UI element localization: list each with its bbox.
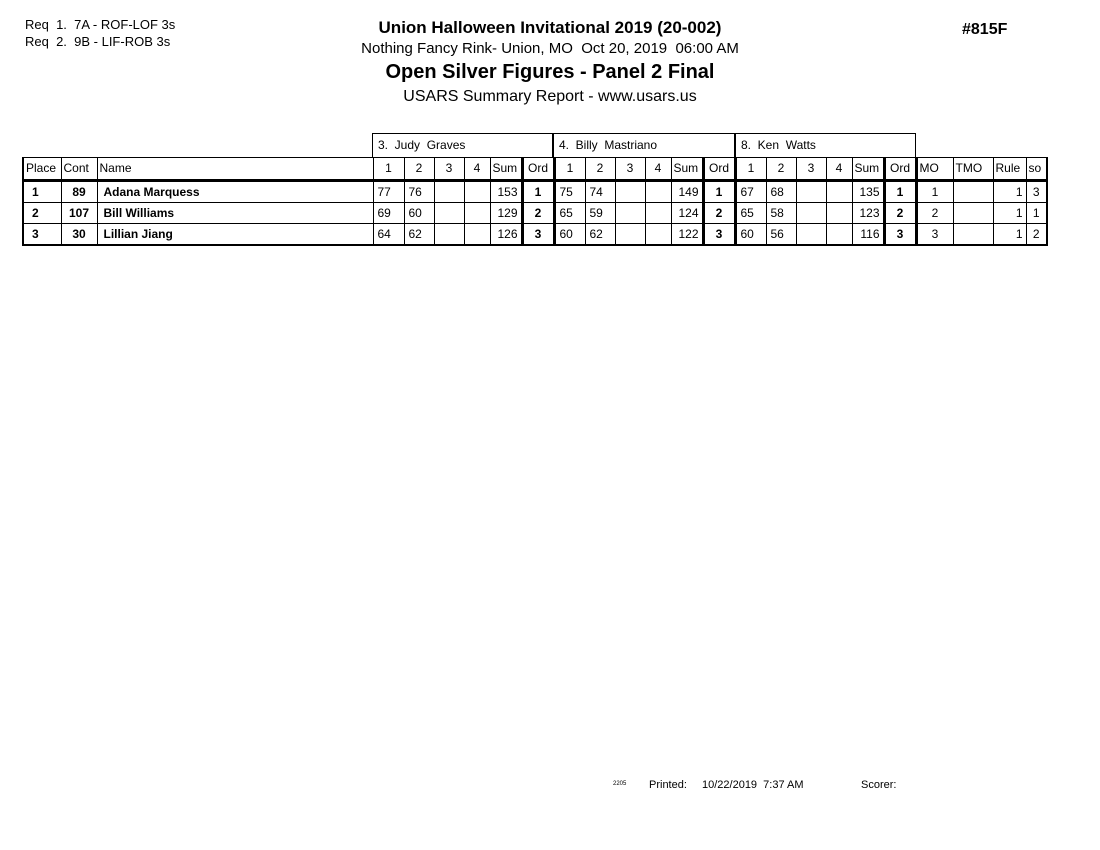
judge-3-header: 8. Ken Watts	[735, 133, 916, 157]
so-cell: 3	[1026, 181, 1047, 203]
column-header-row	[23, 158, 1047, 181]
tmo-cell	[953, 203, 993, 224]
j2-ord-cell: 1	[703, 181, 735, 203]
results-table	[22, 157, 1048, 246]
j3-ord-header: Ord	[884, 158, 916, 181]
j2-score1-header: 1	[554, 158, 585, 181]
j1-score2-cell: 76	[404, 181, 434, 203]
j2-ord-header: Ord	[703, 158, 735, 181]
venue-date-line: Nothing Fancy Rink- Union, MO Oct 20, 2019 06:00 AM	[361, 40, 739, 57]
contestant-number-cell: 30	[61, 224, 97, 246]
j1-score4-header: 4	[464, 158, 490, 181]
j1-sum-cell: 129	[490, 203, 522, 224]
j2-sum-cell: 149	[671, 181, 703, 203]
j1-score2-header: 2	[404, 158, 434, 181]
rule-cell: 1	[993, 181, 1026, 203]
cont-header: Cont	[61, 158, 97, 181]
j2-score2-cell: 62	[585, 224, 615, 246]
j3-score1-cell: 65	[735, 203, 766, 224]
j1-ord-cell: 1	[522, 181, 554, 203]
place-cell: 1	[23, 181, 61, 203]
j2-score3-cell	[615, 203, 645, 224]
j3-score1-cell: 60	[735, 224, 766, 246]
report-subtitle: USARS Summary Report - www.usars.us	[403, 88, 697, 105]
so-cell: 2	[1026, 224, 1047, 246]
j2-sum-cell: 124	[671, 203, 703, 224]
j2-ord-cell: 3	[703, 224, 735, 246]
j1-sum-header: Sum	[490, 158, 522, 181]
j1-score4-cell	[464, 181, 490, 203]
result-row	[23, 224, 1047, 246]
j1-ord-cell: 3	[522, 224, 554, 246]
mo-cell: 2	[916, 203, 953, 224]
j1-score3-cell	[434, 181, 464, 203]
j2-score4-cell	[645, 203, 671, 224]
skater-name-cell: Lillian Jiang	[97, 224, 373, 246]
j1-score1-cell: 77	[373, 181, 404, 203]
requirement-line-1: Req 1. 7A - ROF-LOF 3s	[25, 17, 176, 32]
report-header	[0, 18, 1100, 106]
event-title: Open Silver Figures - Panel 2 Final	[385, 61, 715, 83]
j1-score2-cell: 60	[404, 203, 434, 224]
result-row	[23, 203, 1047, 224]
j3-score4-cell	[826, 203, 852, 224]
place-cell: 2	[23, 203, 61, 224]
j2-score4-cell	[645, 224, 671, 246]
rule-header: Rule	[993, 158, 1026, 181]
j3-score4-header: 4	[826, 158, 852, 181]
j3-score3-cell	[796, 203, 826, 224]
rule-cell: 1	[993, 224, 1026, 246]
j3-score2-cell: 68	[766, 181, 796, 203]
j3-score4-cell	[826, 224, 852, 246]
j3-score3-cell	[796, 224, 826, 246]
j3-ord-cell: 2	[884, 203, 916, 224]
j3-score2-cell: 58	[766, 203, 796, 224]
j3-score3-cell	[796, 181, 826, 203]
j3-ord-cell: 3	[884, 224, 916, 246]
j2-score3-header: 3	[615, 158, 645, 181]
judge-header-row	[22, 133, 1048, 157]
judge-2-header: 4. Billy Mastriano	[553, 133, 735, 157]
tmo-cell	[953, 224, 993, 246]
tmo-cell	[953, 181, 993, 203]
software-version: 2205	[613, 781, 627, 787]
result-row	[23, 181, 1047, 203]
j3-ord-cell: 1	[884, 181, 916, 203]
judge-1-header: 3. Judy Graves	[372, 133, 553, 157]
skater-name-cell: Adana Marquess	[97, 181, 373, 203]
j1-sum-cell: 126	[490, 224, 522, 246]
j2-score4-cell	[645, 181, 671, 203]
tmo-header: TMO	[953, 158, 993, 181]
j2-score4-header: 4	[645, 158, 671, 181]
j2-ord-cell: 2	[703, 203, 735, 224]
place-header: Place	[23, 158, 61, 181]
mo-cell: 1	[916, 181, 953, 203]
j1-sum-cell: 153	[490, 181, 522, 203]
so-cell: 1	[1026, 203, 1047, 224]
competition-title: Union Halloween Invitational 2019 (20-002)	[378, 18, 722, 37]
mo-cell: 3	[916, 224, 953, 246]
results-section	[22, 133, 1048, 246]
j1-score4-cell	[464, 224, 490, 246]
j1-score1-cell: 64	[373, 224, 404, 246]
j3-sum-cell: 116	[852, 224, 884, 246]
so-header: so	[1026, 158, 1047, 181]
mo-header: MO	[916, 158, 953, 181]
place-cell: 3	[23, 224, 61, 246]
j1-score1-cell: 69	[373, 203, 404, 224]
printed-label: Printed:	[649, 779, 687, 791]
j1-ord-cell: 2	[522, 203, 554, 224]
j2-score1-cell: 75	[554, 181, 585, 203]
j3-sum-cell: 135	[852, 181, 884, 203]
j1-score2-cell: 62	[404, 224, 434, 246]
j1-score3-header: 3	[434, 158, 464, 181]
j1-ord-header: Ord	[522, 158, 554, 181]
j1-score4-cell	[464, 203, 490, 224]
j3-sum-cell: 123	[852, 203, 884, 224]
j3-score2-header: 2	[766, 158, 796, 181]
contestant-number-cell: 107	[61, 203, 97, 224]
j2-score3-cell	[615, 181, 645, 203]
j3-score4-cell	[826, 181, 852, 203]
j2-score3-cell	[615, 224, 645, 246]
report-footer	[0, 779, 1100, 799]
contestant-number-cell: 89	[61, 181, 97, 203]
j2-sum-header: Sum	[671, 158, 703, 181]
j3-score1-header: 1	[735, 158, 766, 181]
printed-timestamp: 10/22/2019 7:37 AM	[702, 779, 804, 791]
skater-name-cell: Bill Williams	[97, 203, 373, 224]
rule-cell: 1	[993, 203, 1026, 224]
j1-score3-cell	[434, 203, 464, 224]
requirement-line-2: Req 2. 9B - LIF-ROB 3s	[25, 34, 171, 49]
j1-score3-cell	[434, 224, 464, 246]
judge-header-spacer	[22, 133, 372, 157]
j3-score3-header: 3	[796, 158, 826, 181]
name-header: Name	[97, 158, 373, 181]
j2-score1-cell: 65	[554, 203, 585, 224]
j3-sum-header: Sum	[852, 158, 884, 181]
j2-score2-header: 2	[585, 158, 615, 181]
scorer-label: Scorer:	[861, 779, 897, 791]
j2-sum-cell: 122	[671, 224, 703, 246]
j1-score1-header: 1	[373, 158, 404, 181]
j3-score2-cell: 56	[766, 224, 796, 246]
j3-score1-cell: 67	[735, 181, 766, 203]
j2-score1-cell: 60	[554, 224, 585, 246]
j2-score2-cell: 74	[585, 181, 615, 203]
document-number: #815F	[962, 21, 1008, 38]
j2-score2-cell: 59	[585, 203, 615, 224]
